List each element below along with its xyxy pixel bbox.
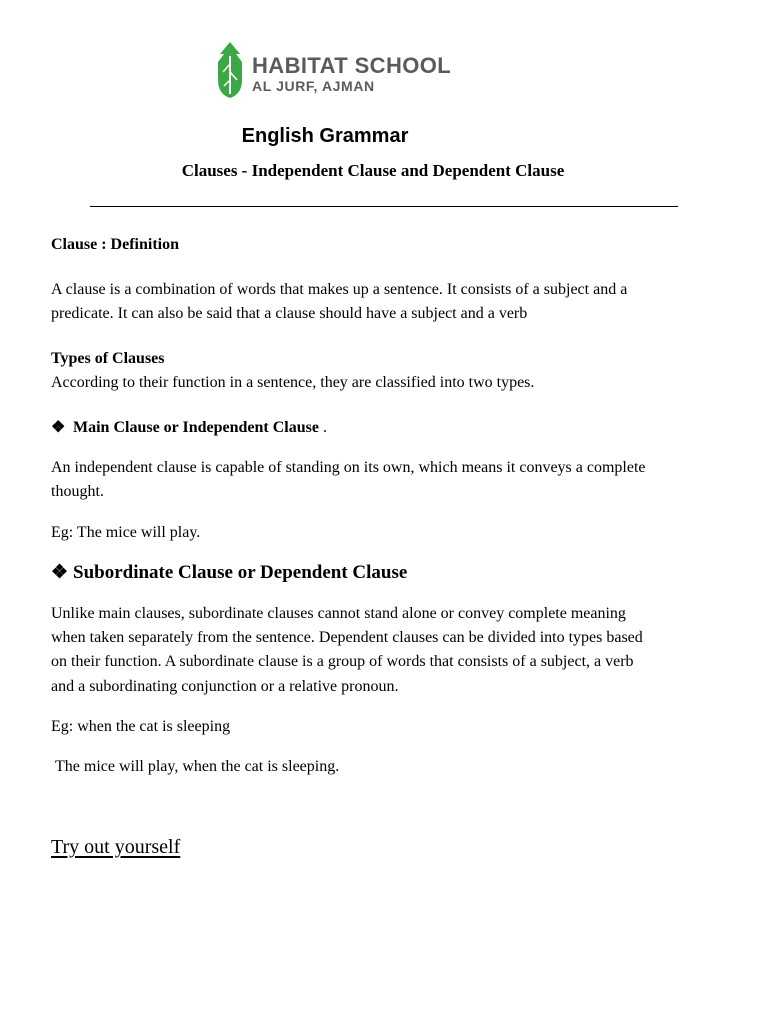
main-clause-heading-row	[51, 416, 721, 440]
subordinate-clause-line-4: and a subordinating conjunction or a relative pronoun.	[51, 678, 399, 695]
definition-line-2: predicate. It can also be said that a clause should have a subject and a verb	[51, 305, 528, 322]
school-logo-icon	[216, 42, 244, 98]
subordinate-clause-example-2: The mice will play, when the cat is sleeping.	[55, 758, 340, 775]
subordinate-clause-heading: Subordinate Clause or Dependent Clause	[73, 562, 408, 583]
definition-heading: Clause : Definition	[51, 236, 179, 253]
main-clause-heading-trail: .	[318, 419, 327, 436]
main-clause-line-1: An independent clause is capable of standing on its own, which means it conveys a complete	[51, 459, 646, 476]
main-clause-heading: Main Clause or Independent Clause	[73, 419, 319, 436]
subordinate-clause-heading-row	[51, 561, 721, 585]
definition-line-1: A clause is a combination of words that makes up a sentence. It consists of a subject and a	[51, 281, 628, 298]
page-subtitle: Clauses - Independent Clause and Dependent Clause	[181, 161, 565, 180]
main-clause-example: Eg: The mice will play.	[51, 524, 201, 541]
page-title: English Grammar	[241, 125, 409, 147]
diamond-bullet-icon: ❖	[51, 419, 66, 436]
types-heading: Types of Clauses	[51, 350, 165, 367]
subordinate-clause-line-1: Unlike main clauses, subordinate clauses cannot stand alone or convey complete meaning	[51, 605, 626, 622]
subordinate-clause-line-2: when taken separately from the sentence. Dependent clauses can be divided into types based	[51, 629, 643, 646]
main-clause-line-2: thought.	[51, 483, 104, 500]
subordinate-clause-line-3: on their function. A subordinate clause is a group of words that consists of a subject, a verb	[51, 653, 634, 670]
subordinate-clause-example-1: Eg: when the cat is sleeping	[51, 718, 231, 735]
exercise-heading: Try out yourself	[51, 836, 181, 858]
header-divider	[90, 206, 678, 207]
school-location: AL JURF, AJMAN	[252, 78, 375, 94]
school-name: HABITAT SCHOOL	[252, 53, 452, 78]
types-description: According to their function in a sentence, they are classified into two types.	[51, 374, 535, 391]
diamond-bullet-icon: ❖	[51, 562, 69, 583]
